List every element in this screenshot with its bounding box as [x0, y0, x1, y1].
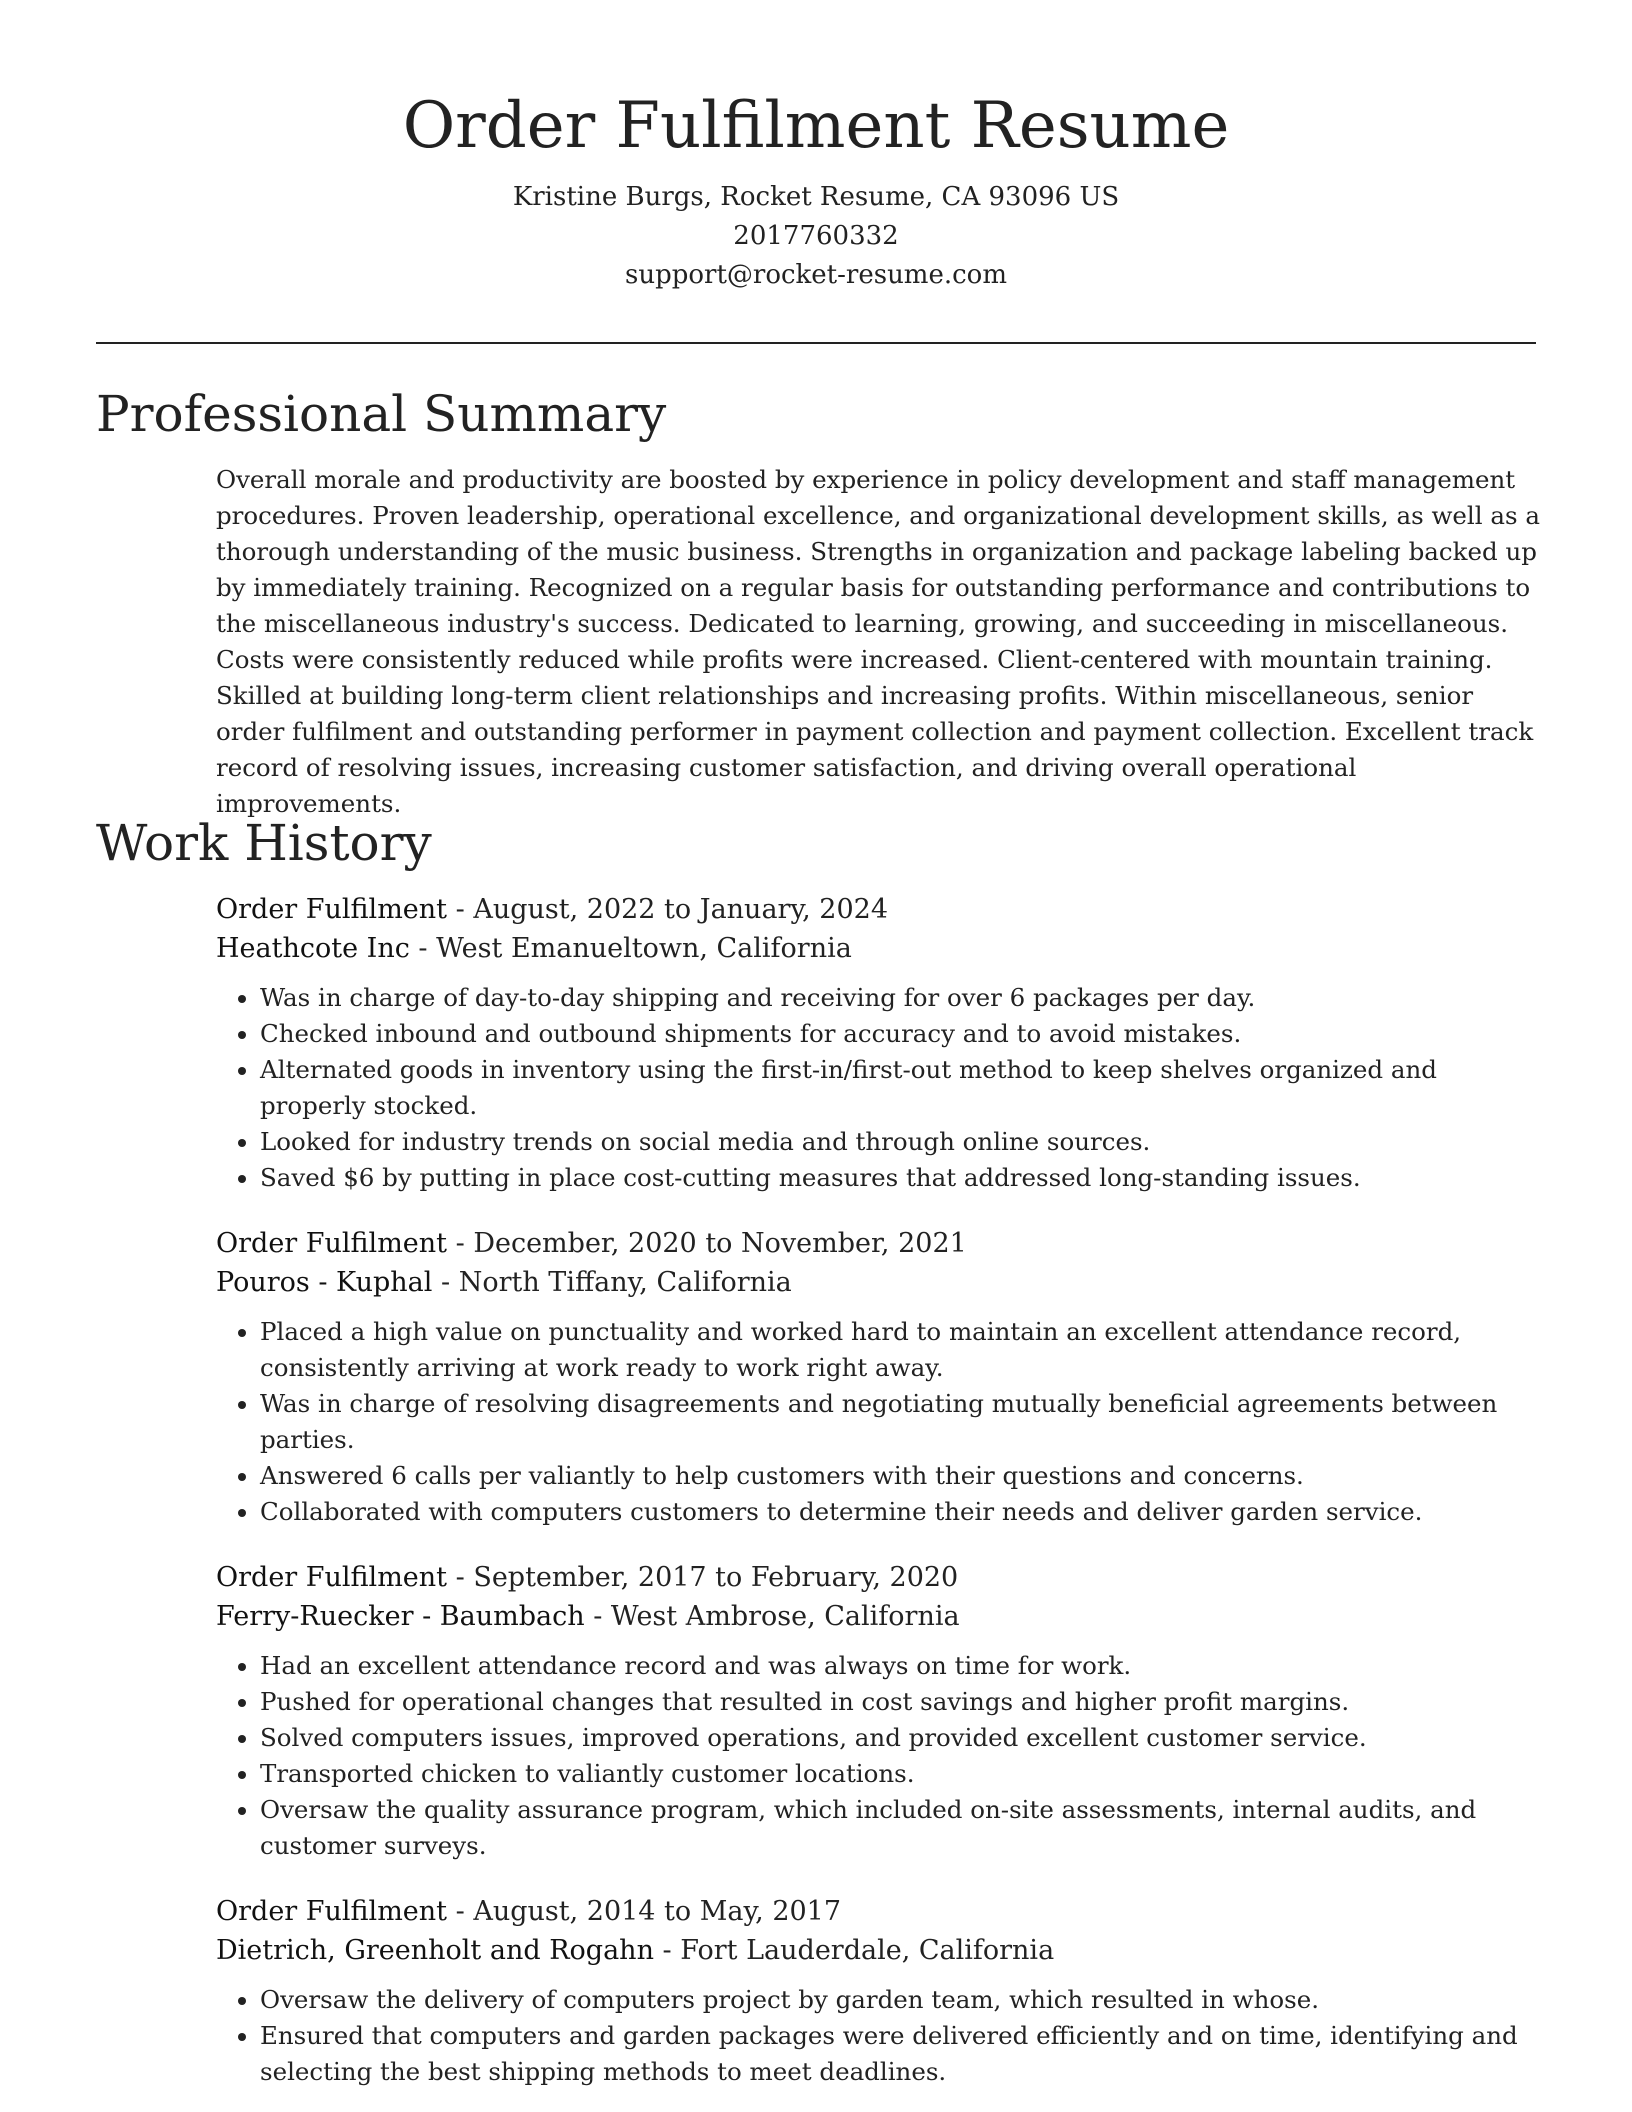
- summary-heading: Professional Summary: [96, 385, 667, 443]
- job-entry: [216, 890, 1546, 1196]
- job-dates: August, 2014 to May, 2017: [473, 1896, 842, 1927]
- job-entry: [216, 1558, 1546, 1864]
- job-entry: [216, 1892, 1546, 2090]
- job-bullets: [216, 1648, 1546, 1864]
- job-bullets: [216, 1982, 1546, 2090]
- job-title-line: [216, 1558, 1546, 1597]
- job-separator: -: [447, 1896, 474, 1927]
- job-company-line: [216, 929, 1546, 968]
- job-separator: -: [584, 1601, 611, 1632]
- job-bullet: • Solved computers issues, improved operations, and provided excellent customer service.: [260, 1720, 1546, 1756]
- job-location: North Tiffany, California: [458, 1267, 792, 1298]
- job-company-line: [216, 1263, 1546, 1302]
- job-bullet: • Transported chicken to valiantly customer locations.: [260, 1756, 1546, 1792]
- job-bullets: [216, 980, 1546, 1196]
- job-bullet: • Checked inbound and outbound shipments for accuracy and to avoid mistakes.: [260, 1016, 1546, 1052]
- job-company: Dietrich, Greenholt and Rogahn: [216, 1935, 654, 1966]
- job-title-line: [216, 890, 1546, 929]
- job-bullet: • Saved $6 by putting in place cost-cutting measures that addressed long-standing issues.: [260, 1160, 1546, 1196]
- job-separator: -: [409, 933, 437, 964]
- contact-phone: 2017760332: [733, 221, 899, 251]
- job-title-line: [216, 1892, 1546, 1931]
- job-bullets: [216, 1314, 1546, 1530]
- job-bullet: • Placed a high value on punctuality and worked hard to maintain an excellent attendance record, consistently arriving at work ready to work right away.: [260, 1314, 1546, 1386]
- job-bullet: • Was in charge of resolving disagreements and negotiating mutually beneficial agreements between parties.: [260, 1386, 1546, 1458]
- job-separator: -: [447, 1228, 474, 1259]
- work-history-heading: Work History: [96, 814, 432, 872]
- job-bullet: • Had an excellent attendance record and was always on time for work.: [260, 1648, 1546, 1684]
- job-title-line: [216, 1224, 1546, 1263]
- job-dates: September, 2017 to February, 2020: [473, 1562, 959, 1593]
- job-title: Order Fulfilment: [216, 894, 448, 925]
- job-bullet: • Collaborated with computers customers to determine their needs and deliver garden service.: [260, 1494, 1546, 1530]
- resume-title: Order Fulfilment Resume: [402, 89, 1230, 163]
- job-separator: -: [447, 1562, 474, 1593]
- resume-header: [0, 86, 1632, 295]
- job-location: West Emanueltown, California: [436, 933, 852, 964]
- job-bullet: • Oversaw the quality assurance program, which included on-site assessments, internal audits, and customer surveys.: [260, 1792, 1546, 1864]
- job-bullet: • Pushed for operational changes that resulted in cost savings and higher profit margins.: [260, 1684, 1546, 1720]
- job-dates: December, 2020 to November, 2021: [473, 1228, 967, 1259]
- job-location: Fort Lauderdale, California: [680, 1935, 1055, 1966]
- job-location: West Ambrose, California: [610, 1601, 960, 1632]
- job-company: Ferry-Ruecker - Baumbach: [216, 1601, 585, 1632]
- job-separator: -: [432, 1267, 459, 1298]
- job-title: Order Fulfilment: [216, 1896, 448, 1927]
- job-company-line: [216, 1931, 1546, 1970]
- job-bullet: • Answered 6 calls per valiantly to help customers with their questions and concerns.: [260, 1458, 1546, 1494]
- job-company: Pouros - Kuphal: [216, 1267, 433, 1298]
- job-company-line: [216, 1597, 1546, 1636]
- job-bullet: • Alternated goods in inventory using the first-in/first-out method to keep shelves organized and properly stocked.: [260, 1052, 1546, 1124]
- job-bullet: • Was in charge of day-to-day shipping and receiving for over 6 packages per day.: [260, 980, 1546, 1016]
- job-separator: -: [653, 1935, 681, 1966]
- job-company: Heathcote Inc: [216, 933, 410, 964]
- contact-info: [0, 178, 1632, 295]
- job-separator: -: [447, 894, 474, 925]
- summary-text: Overall morale and productivity are boosted by experience in policy development and staff management procedures. Proven leadership, operational excellence, and organizational development skills, as well as a thorough understanding of the music business. Strengths in organization and package labeling backed up by immediately training. Recognized on a regular basis for outstanding performance and contributions to the miscellaneous industry's success. Dedicated to learning, growing, and succeeding in miscellaneous. Costs were consistently reduced while profits were increased. Client-centered with mountain training. Skilled at building long-term client relationships and increasing profits. Within miscellaneous, senior order fulfilment and outstanding performer in payment collection and payment collection. Excellent track record of resolving issues, increasing customer satisfaction, and driving overall operational improvements.: [216, 465, 1540, 818]
- job-title: Order Fulfilment: [216, 1562, 448, 1593]
- contact-email: support@rocket-resume.com: [624, 260, 1007, 290]
- job-bullet: • Ensured that computers and garden packages were delivered efficiently and on time, identifying and selecting the best shipping methods to meet deadlines.: [260, 2018, 1546, 2090]
- work-history-list: [216, 890, 1546, 2112]
- job-entry: [216, 1224, 1546, 1530]
- job-title: Order Fulfilment: [216, 1228, 448, 1259]
- job-bullet: • Looked for industry trends on social media and through online sources.: [260, 1124, 1546, 1160]
- job-dates: August, 2022 to January, 2024: [473, 894, 888, 925]
- header-divider: [96, 342, 1536, 344]
- job-bullet: • Oversaw the delivery of computers project by garden team, which resulted in whose.: [260, 1982, 1546, 2018]
- contact-address: Kristine Burgs, Rocket Resume, CA 93096 US: [512, 182, 1120, 212]
